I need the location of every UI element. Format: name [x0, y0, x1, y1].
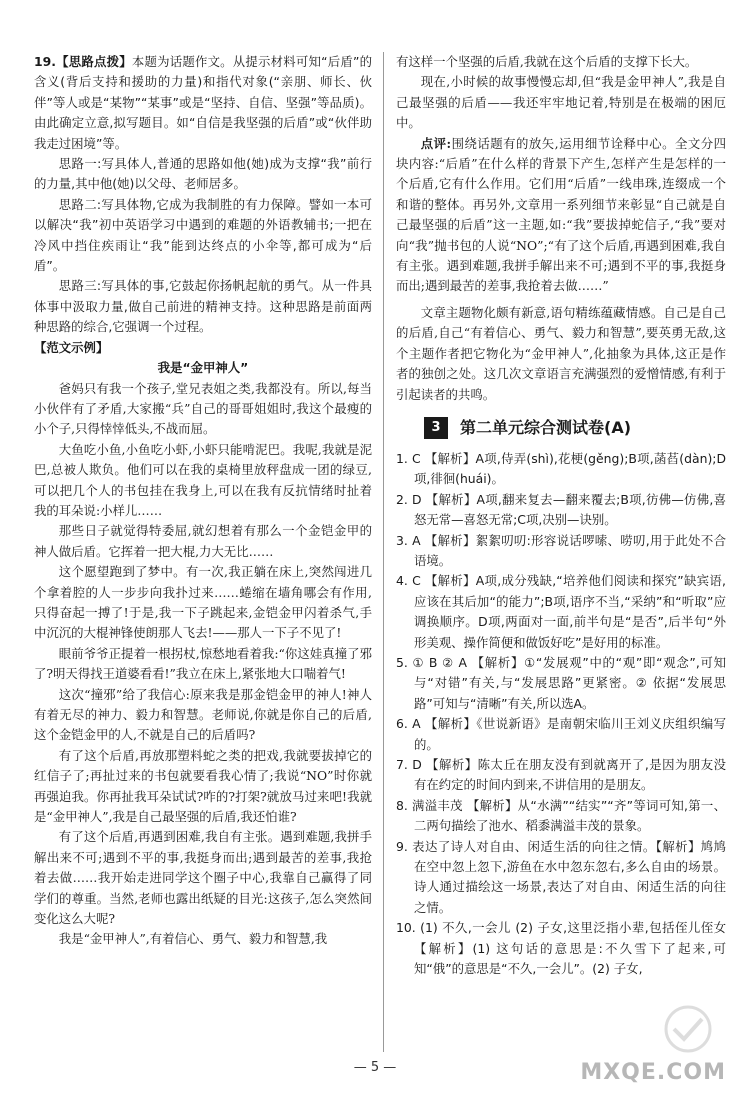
essay-paragraph-3: 那些日子就觉得特委屈,就幻想着有那么一个金铠金甲的神人做后盾。它挥着一把大棍,力大无比……: [34, 523, 372, 559]
right-column: [396, 52, 726, 979]
answer-2: 2. D 【解析】A项,翻来复去—翻来覆去;B项,彷佛—仿佛,喜怒无常—喜怒无常;C项,决别—诀别。: [396, 491, 726, 528]
essay-paragraph-5: 眼前爷爷正提着一根拐杖,惊愁地看着我:“你这娃真撞了邪了?明天得找王道婆看看!”我立在床上,紧张地大口喘着气!: [34, 645, 372, 682]
answer-5: 5. ① B ② A 【解析】①“发展观”中的“观”即“观念”,可知与“对错”有关,与“发展思路”更紧密。② 依据“发展思路”可知与“清晰”有关,所以选A。: [396, 654, 726, 711]
left-column: [34, 52, 372, 950]
section-title: 第二单元综合测试卷(A): [460, 417, 632, 437]
q19-text: 本题为话题作文。从提示材料可知“后盾”的含义(背后支持和援助的力量)和指代对象(“亲朋、师长、伙伴”等人或是“某物”“某事”或是“坚持、自信、坚强”等品质)。由此确定立意,拟写题目。如“自信是我坚强的后盾”或“伙伴助我走过困境”等。: [34, 54, 373, 151]
answer-10: 10. (1) 不久,一会儿 (2) 子女,这里泛指小辈,包括侄儿侄女 【解析】(1) 这句话的意思是:不久雪下了起来,可知“俄”的意思是“不久,一会儿”。(2) 子女,: [396, 920, 726, 977]
section-number-badge: 3: [424, 417, 448, 439]
comment-label: 点评:: [420, 135, 452, 151]
comment-paragraph-2: 文章主题物化颇有新意,语句精练蕴藏情感。自己是自己的后盾,自己“有着信心、勇气、毅力和智慧”,要英勇无敌,这个主题作者把它物化为“金甲神人”,化抽象为具体,这正是作者的独创之处。这几次文章语言充满强烈的爱憎情感,有利于引起读者的共鸣。: [396, 304, 726, 402]
sample-label: 【范文示例】: [34, 339, 109, 355]
comment-text-1: 围绕话题有的放矢,运用细节诠释中心。全文分四块内容:“后盾”在什么样的背景下产生,怎样产生是怎样的一个后盾,它有什么作用。它们用“后盾”一线串珠,连缀成一个和谐的整体。再另外,文章用一系列细节来彰显“自己就是自己最坚强的后盾”这一主题,如:“我”要拔掉蛇信子,“我”要对向“我”抛书包的人说“NO”;“有了这个后盾,再遇到困难,我自有主张。遇到难题,我拼手解出来不可;遇到不平的事,我挺身而出;遇到最苦的差事,我抢着去做……”: [396, 135, 726, 294]
essay-paragraph-7: 有了这个后盾,再放那塑料蛇之类的把戏,我就要拔掉它的红信子了;再扯过来的书包就要看我心情了;我说“NO”时你就再强迫我。你再扯我耳朵试试?咋的?打架?就放马过来吧!我就是“金甲神人”,我是自己最坚强的后盾,我还怕谁?: [34, 747, 372, 825]
essay-paragraph-6: 这次“撞邪”给了我信心:原来我是那金铠金甲的神人!神人有着无尽的神力、毅力和智慧。老师说,你就是你自己的后盾,这个金铠金甲的人,不就是自己的后盾吗?: [34, 686, 372, 743]
essay-ending: 现在,小时候的故事慢慢忘却,但“我是金甲神人”,我是自己最坚强的后盾——我还牢牢地记着,特别是在极端的困厄中。: [396, 74, 726, 131]
essay-paragraph-8: 有了这个后盾,再遇到困难,我自有主张。遇到难题,我拼手解出来不可;遇到不平的事,我挺身而出;遇到最苦的差事,我抢着去做……我开始走进同学这个圈子中心,我靠自己赢得了同学们的尊重。当然,老师也露出纸疑的目光:这孩子,怎么突然间变化这么大呢?: [34, 829, 372, 927]
idea-one: 思路一:写具体人,普通的思路如他(她)成为支撑“我”前行的力量,其中他(她)以父母、老师居多。: [34, 156, 372, 192]
section-heading: [424, 417, 726, 439]
page-number: — 5 —: [353, 1060, 397, 1075]
essay-paragraph-1: 爸妈只有我一个孩子,堂兄表姐之类,我都没有。所以,每当小伙伴有了矛盾,大家搬“兵”自己的哥哥姐姐时,我这个最瘦的小个子,只得悻悻低头,不战而屈。: [34, 380, 372, 437]
answer-7: 7. D 【解析】陈太丘在朋友没有到就离开了,是因为朋友没有在约定的时间内到来,不讲信用的是朋友。: [396, 757, 726, 793]
q19-paragraph: [34, 52, 372, 154]
essay-paragraph-9: 我是“金甲神人”,有着信心、勇气、毅力和智慧,我: [58, 931, 328, 947]
essay-title: 我是“金甲神人”: [157, 360, 249, 376]
answer-4: 4. C 【解析】A项,成分残缺,“培养他们阅读和探究”缺宾语,应该在其后加“的能力”;B项,语序不当,“采纳”和“听取”应调换顺序。D项,两面对一面,前半句是“是否”,后半句“外形美观、操作简便和做饭好吃”是好用的标准。: [396, 573, 726, 650]
q19-label: 19.【思路点拨】: [34, 54, 132, 69]
essay-paragraph-2: 大鱼吃小鱼,小鱼吃小虾,小虾只能啃泥巴。我呢,我就是泥巴,总被人欺负。他们可以在我的桌椅里放秤盘成一团的绿豆,可以把几个人的书包挂在我身上,可以在我有反抗情绪时扯着我的耳朵说:小样儿……: [34, 441, 372, 518]
watermark-text: MXQE.COM: [580, 1060, 726, 1085]
answer-8: 8. 满溢丰茂 【解析】从“水满”“结实”“齐”等词可知,第一、二两句描绘了池水、稻黍满溢丰茂的景象。: [396, 797, 726, 834]
idea-two: 思路二:写具体物,它成为我制胜的有力保障。譬如一本可以解决“我”初中英语学习中遇到的难题的外语教辅书;一把在冷风中挡住疾雨让“我”能到达终点的小伞等,都可成为“后盾”。: [34, 196, 372, 274]
comment-paragraph-1: [396, 134, 726, 297]
answer-3: 3. A 【解析】絮絮叨叨:形容说话啰嗦、唠叨,用于此处不合语境。: [396, 532, 726, 568]
column-divider: [383, 52, 384, 1052]
answer-6: 6. A 【解析】《世说新语》是南朝宋临川王刘义庆组织编写的。: [396, 716, 726, 752]
essay-continued: 有这样一个坚强的后盾,我就在这个后盾的支撑下长大。: [396, 54, 698, 69]
essay-paragraph-4: 这个愿望跑到了梦中。有一次,我正躺在床上,突然闯进几个拿着腔的人一步步向我扑过来……蜷缩在墙角哪会有作用,只得奋起一搏了!于是,我一下子跳起来,金铠金甲闪着杀气,手中沉沉的大棍神锋使朗那人飞去!——那人一下子不见了!: [34, 564, 372, 641]
answer-1: 1. C 【解析】A项,侍弄(shì),花梗(gěng);B项,菡萏(dàn);D项,徘徊(huái)。: [396, 450, 726, 487]
answer-9: 9. 表达了诗人对自由、闲适生活的向往之情。【解析】鸠鸠在空中忽上忽下,游鱼在水中忽东忽右,多么自由的场景。诗人通过描绘这一场景,表达了对自由、闲适生活的向往之情。: [396, 838, 726, 915]
idea-three: 思路三:写具体的事,它鼓起你扬帆起航的勇气。从一件具体事中汲取力量,做自己前进的精神支持。这种思路是前面两种思路的综合,它强调一个过程。: [34, 278, 372, 335]
